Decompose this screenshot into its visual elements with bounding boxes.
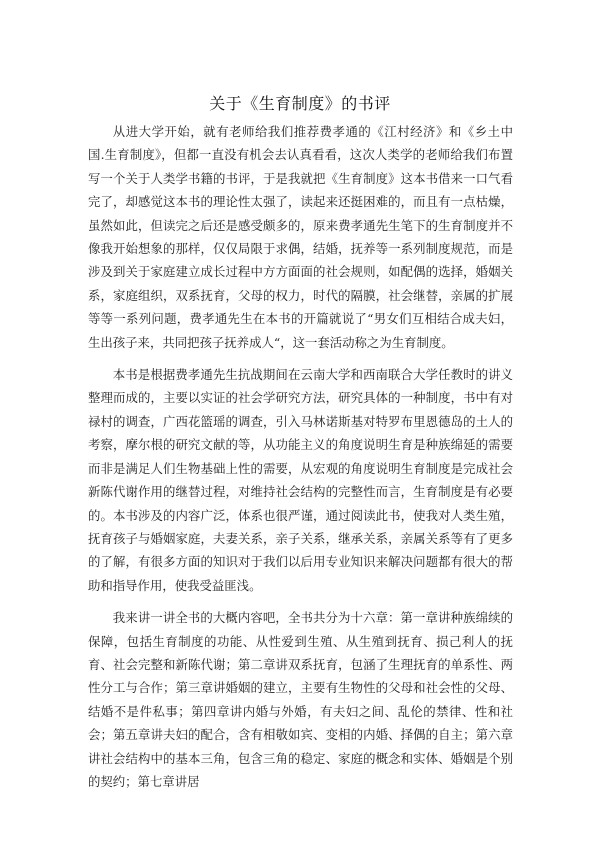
paragraph-1: 从进大学开始，就有老师给我们推荐费孝通的《江村经济》和《乡土中国.生育制度》，但都一直没有机会去认真看看，这次人类学的老师给我们布置写一个关于人类学书籍的书评，于是我就把《生育制度》这本书借来一口气看完了，却感觉这本书的理论性太强了，读起来还挺困难的，而且有一点枯燥，虽然如此，但读完之后还是感受颇多的，原来费孝通先生笔下的生育制度并不像我开始想象的那样，仅仅局限于求偶，结婚，抚养等一系列制度规范，而是涉及到关于家庭建立成长过程中方方面面的社会规则，如配偶的选择，婚姻关系，家庭组织，双系抚育，父母的权力，时代的隔膜，社会继替，亲属的扩展等等一系列问题，费孝通先生在本书的开篇就说了“男女们互相结合成夫妇，生出孩子来，共同把孩子抚养成人“，这一套活动称之为生育制度。: [88, 124, 513, 350]
document-body: [88, 120, 513, 793]
document-title: 关于《生育制度》的书评: [209, 94, 391, 113]
paragraph-3: 我来讲一讲全书的大概内容吧，全书共分为十六章：第一章讲种族绵续的保障，包括生育制度的功能、从性爱到生殖、从生殖到抚育、损己利人的抚育、社会完整和新陈代谢；第二章讲双系抚育，包涵了生理抚育的单系性、两性分工与合作；第三章讲婚姻的建立，主要有生物性的父母和社会性的父母、结婚不是件私事；第四章讲内婚与外婚，有夫妇之间、乱伦的禁律、性和社会；第五章讲夫妇的配合，含有相敬如宾、变相的内婚、择偶的自主；第六章讲社会结构中的基本三角，包含三角的稳定、家庭的概念和实体、婚姻是个别的契约；第七章讲居: [88, 610, 513, 789]
paragraph-2: 本书是根据费孝通先生抗战期间在云南大学和西南联合大学任教时的讲义整理而成的，主要以实证的社会学研究方法，研究具体的一种制度，书中有对禄村的调查，广西花篮瑶的调查，引入马林诺斯基对特罗布里恩德岛的土人的考察，摩尔根的研究文献的等，从功能主义的角度说明生育是种族绵延的需要而非是满足人们生物基础上性的需要，从宏观的角度说明生育制度是完成社会新陈代谢作用的继替过程，对维持社会结构的完整性而言，生育制度是有必要的。本书涉及的内容广泛，体系也很严谨，通过阅读此书，使我对人类生殖，抚育孩子与婚姻家庭，夫妻关系，亲子关系，继承关系，亲属关系等有了更多的了解，有很多方面的知识对于我们以后用专业知识来解决问题都有很大的帮助和指导作用，使我受益匪浅。: [88, 367, 513, 593]
